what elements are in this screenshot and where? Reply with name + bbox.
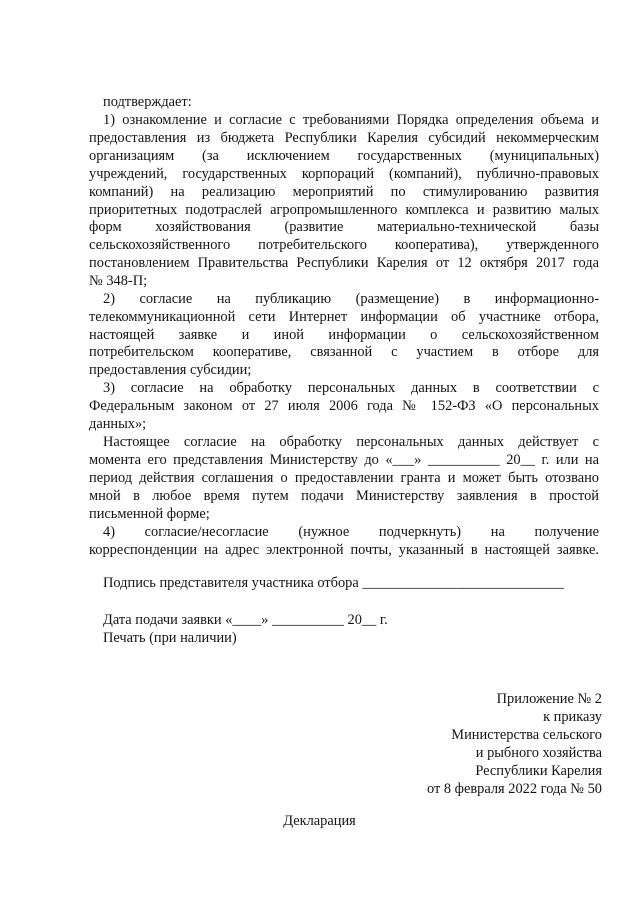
appendix-number: Приложение № 2 bbox=[496, 691, 602, 707]
body-line: постановлением Правительства Республики Карелия от 12 октября 2017 года bbox=[89, 255, 599, 271]
body-line: сельскохозяйственного потребительского кооператива), утвержденного bbox=[89, 237, 599, 253]
appendix-order-date: от 8 февраля 2022 года № 50 bbox=[426, 781, 602, 797]
appendix-line: и рыбного хозяйства bbox=[475, 745, 602, 761]
body-line: 3) согласие на обработку персональных данных в соответствии с bbox=[103, 380, 599, 396]
appendix-line: к приказу bbox=[543, 709, 602, 725]
body-line: мной в любое время путем подачи Министерству заявления в простой bbox=[89, 488, 599, 504]
body-line: телекоммуникационной сети Интернет информации об участнике отбора, bbox=[89, 309, 599, 325]
signature-line: Подпись представителя участника отбора ____________________________ bbox=[103, 575, 564, 591]
declaration-title: Декларация bbox=[283, 813, 356, 829]
body-line: подтверждает: bbox=[103, 94, 192, 110]
body-line: Федеральным законом от 27 июля 2006 года № 152-ФЗ «О персональных bbox=[89, 398, 599, 414]
body-line: 4) согласие/несогласие (нужное подчеркнуть) на получение bbox=[103, 524, 599, 540]
seal-line: Печать (при наличии) bbox=[103, 630, 237, 646]
body-line: компаний) на реализацию мероприятий по стимулированию развития bbox=[89, 184, 599, 200]
body-line: форм хозяйствования (развитие материально-технической базы bbox=[89, 219, 599, 235]
body-line: письменной форме; bbox=[89, 506, 210, 522]
body-line: предоставления субсидии; bbox=[89, 362, 252, 378]
body-line: данных»; bbox=[89, 416, 147, 432]
appendix-line: Министерства сельского bbox=[451, 727, 602, 743]
body-line: период действия соглашения о предоставлении гранта и может быть отозвано bbox=[89, 470, 599, 486]
body-line: 1) ознакомление и согласие с требованиями Порядка определения объема и bbox=[103, 112, 599, 128]
appendix-line: Республики Карелия bbox=[475, 763, 602, 779]
body-line: приоритетных подотраслей агропромышленного комплекса и развитию малых bbox=[89, 202, 599, 218]
body-line: учреждений, государственных корпораций (компаний), публично-правовых bbox=[89, 166, 599, 182]
body-line: Настоящее согласие на обработку персональных данных действует с bbox=[103, 434, 599, 450]
body-line: организациям (за исключением государственных (муниципальных) bbox=[89, 148, 599, 164]
body-line: 2) согласие на публикацию (размещение) в информационно- bbox=[103, 291, 599, 307]
body-line: № 348-П; bbox=[89, 273, 148, 289]
submission-date-line: Дата подачи заявки «____» __________ 20__ г. bbox=[103, 612, 388, 628]
body-line: момента его представления Министерству до «___» __________ 20__ г. или на bbox=[89, 452, 599, 468]
body-line: корреспонденции на адрес электронной почты, указанный в настоящей заявке. bbox=[89, 542, 599, 558]
body-line: предоставления из бюджета Республики Карелия субсидий некоммерческим bbox=[89, 130, 599, 146]
body-line: потребительском кооперативе, связанной с участием в отборе для bbox=[89, 344, 599, 360]
body-line: настоящей заявке и иной информации о сельскохозяйственном bbox=[89, 327, 599, 343]
